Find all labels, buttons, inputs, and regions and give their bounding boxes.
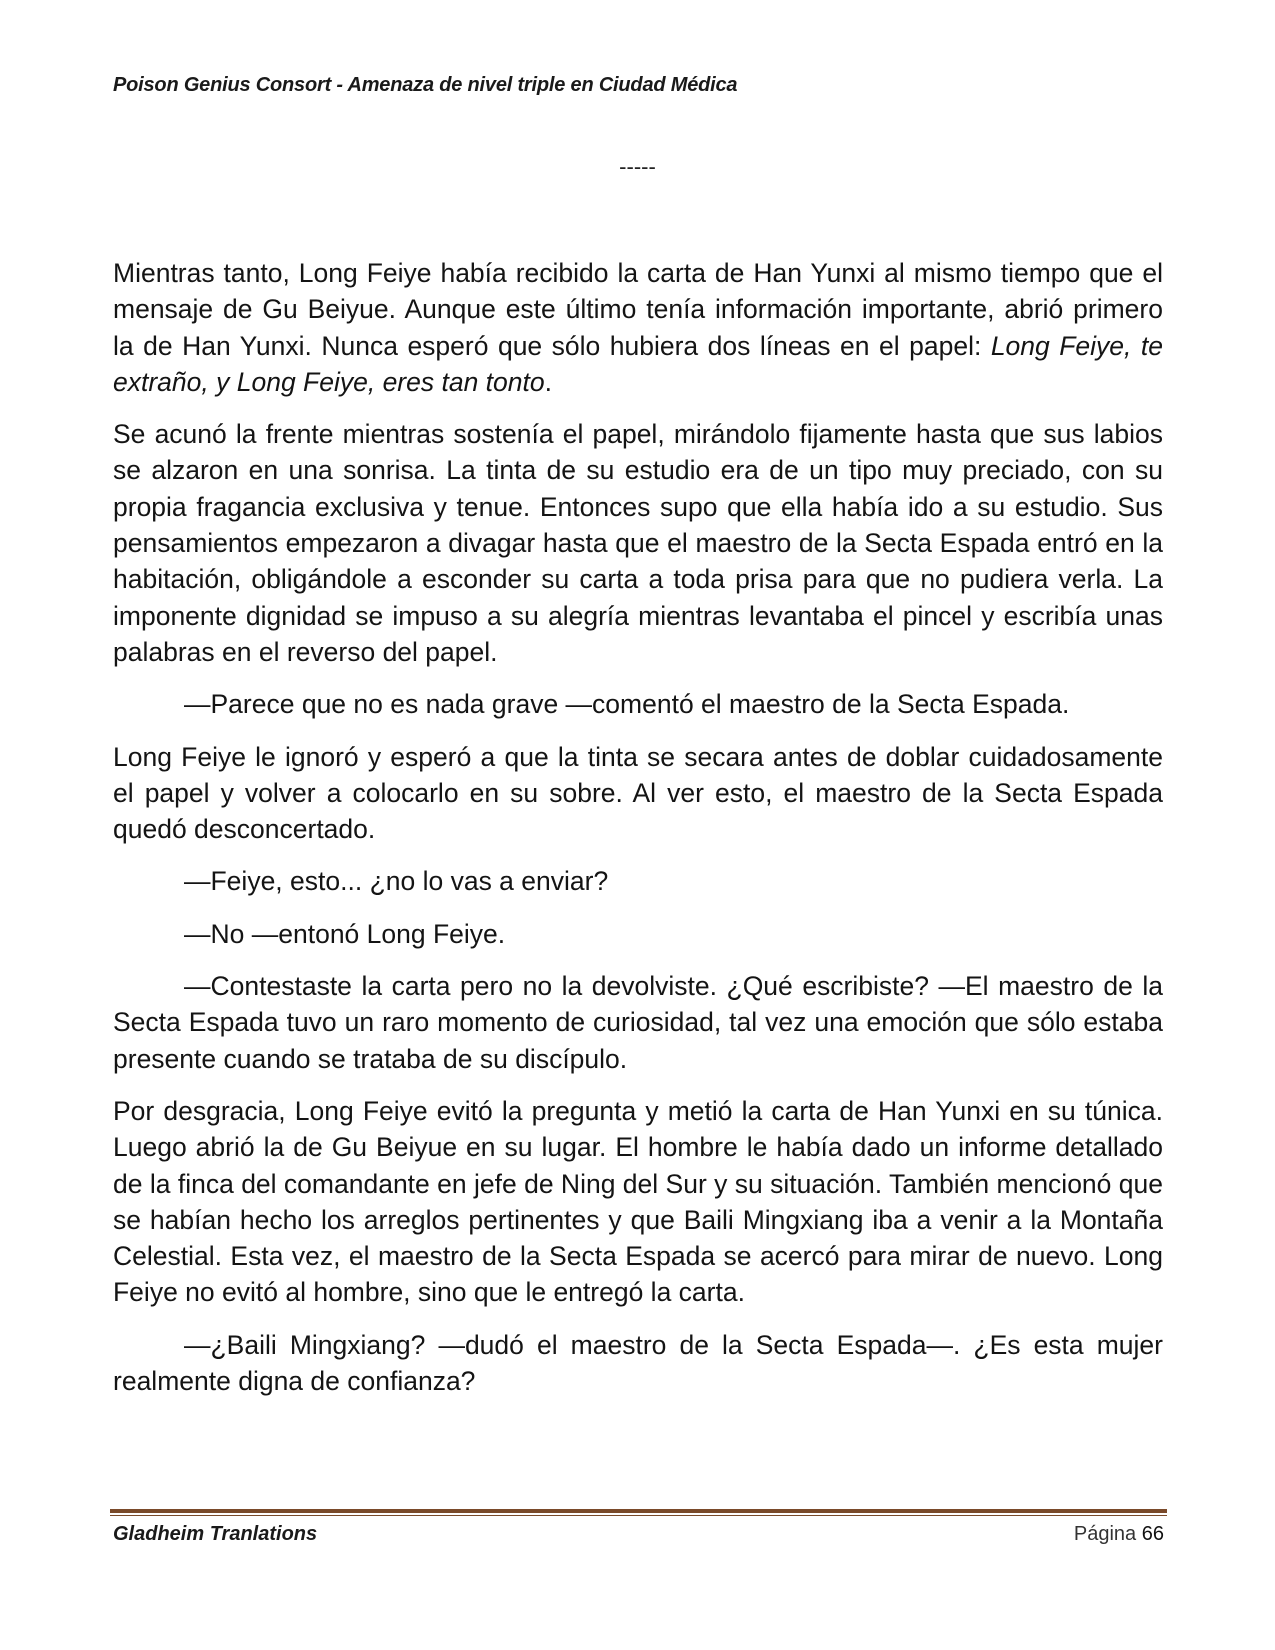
footer-page-indicator [1074, 1523, 1164, 1546]
footer-divider-thick [110, 1509, 1167, 1513]
dialogue-3: —No —entonó Long Feiye. [184, 918, 506, 949]
dialogue-1: —Parece que no es nada grave —comentó el maestro de la Secta Espada. [184, 689, 1070, 720]
paragraph-1-text: Mientras tanto, Long Feiye había recibido la carta de Han Yunxi al mismo tiempo que el mensaje de Gu Beiyue. Aunque este último tenía información importante, abrió primero la de Han Yunxi. Nunca esperó que sólo hubiera dos líneas en el papel: [113, 258, 1163, 361]
dialogue-5: —¿Baili Mingxiang? —dudó el maestro de la Secta Espada—. ¿Es esta mujer realmente digna de confianza? [113, 1329, 1163, 1397]
footer-publisher: Gladheim Tranlations [113, 1523, 318, 1545]
dialogue-4: —Contestaste la carta pero no la devolviste. ¿Qué escribiste? —El maestro de la Secta Espada tuvo un raro momento de curiosidad, tal vez una emoción que sólo estaba presente cuando se trataba de su discípulo. [113, 971, 1163, 1074]
paragraph-1-italic: Long Feiye, te extraño, y Long Feiye, eres tan tonto [113, 330, 1163, 397]
paragraph-2: Se acunó la frente mientras sostenía el papel, mirándolo fijamente hasta que sus labios se alzaron en una sonrisa. La tinta de su estudio era de un tipo muy preciado, con su propia fragancia exclusiva y tenue. Entonces supo que ella había ido a su estudio. Sus pensamientos empezaron a divagar hasta que el maestro de la Secta Espada entró en la habitación, obligándole a esconder su carta a toda prisa para que no pudiera verla. La imponente dignidad se impuso a su alegría mientras levantaba el pincel y escribía unas palabras en el reverso del papel. [113, 419, 1163, 667]
paragraph-1 [113, 255, 1163, 400]
footer-divider-thin [110, 1515, 1167, 1516]
dialogue-2: —Feiye, esto... ¿no lo vas a enviar? [184, 866, 609, 897]
footer-divider [110, 1509, 1167, 1516]
page-body [113, 255, 1163, 1415]
section-separator: ----- [619, 154, 656, 179]
page-label: Página [1073, 1523, 1137, 1545]
paragraph-4: Long Feiye le ignoró y esperó a que la tinta se secara antes de doblar cuidadosamente el papel y volver a colocarlo en su sobre. Al ver esto, el maestro de la Secta Espada quedó desconcertado. [113, 741, 1163, 845]
paragraph-8: Por desgracia, Long Feiye evitó la pregunta y metió la carta de Han Yunxi en su túnica. Luego abrió la de Gu Beiyue en su lugar. El hombre le había dado un informe detallado de la finca del comandante en jefe de Ning del Sur y su situación. También mencionó que se habían hecho los arreglos pertinentes y que Baili Mingxiang iba a venir a la Montaña Celestial. Esta vez, el maestro de la Secta Espada se acercó para mirar de nuevo. Long Feiye no evitó al hombre, sino que le entregó la carta. [113, 1095, 1163, 1308]
page-number: 66 [1141, 1523, 1164, 1545]
page-header-title: Poison Genius Consort - Amenaza de nivel triple en Ciudad Médica [113, 74, 738, 96]
paragraph-1-end: . [544, 366, 552, 397]
